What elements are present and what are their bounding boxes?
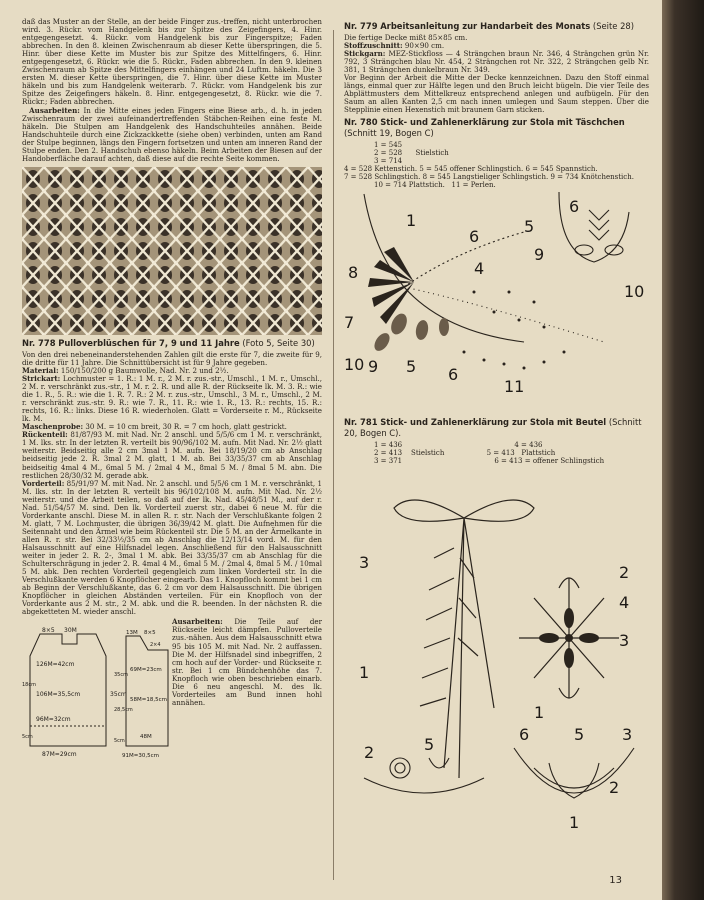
schnitt1-w2: 106M=35,5cm [36,691,81,699]
key-row [344,173,649,181]
ausarbeiten2-text: Die Teile auf der Rückseite leicht dämpfen. Pulloverteile zus.-nähen. Aus dem Halsausschnitt etwa 95 bis 105 M. mit Nad. Nr. 2 auffassen. Die M. der Hilfsnadel sind inbegriffen, 2 cm hoch auf der Vorder- und Rückseite r. str. Bei 1 cm Bündchenhöhe das 7. Knopfloch wie oben beschrieben einarb. Die 6 neu angeschl. M. des lk. Vorderteiles am Bund innen hohl annähen. [172,617,322,707]
key-row [344,181,649,189]
schnitt2-t3: 2×4 [150,642,161,649]
key-item: 8 = 545 Langstieliger Schlingstich. [422,173,549,182]
fig-label-6: 6 [519,725,530,745]
fig-label-2a: 2 [619,563,630,583]
ausarbeiten2-block [22,618,322,768]
nr779-stoff-text: 90×90 cm. [404,41,445,51]
key-item: 1 = 545 [374,141,403,150]
nr779-number: Nr. 779 [344,21,378,31]
nr780-key [344,141,649,189]
key-row [344,441,649,449]
fig-label-3a: 3 [359,553,370,573]
fig-label-2b: 2 [364,743,375,763]
key-item: 9 = 734 Knötchenstich. [550,173,634,182]
schnitt1-w1: 126M=42cm [36,661,75,669]
key-item: 10 = 714 Plattstich. [374,181,445,190]
fig-label-10a: 10 [624,282,645,302]
key-row [344,449,649,457]
strickart-head: Strickart: [22,373,61,383]
page-number: 13 [609,875,622,886]
fig-label-10b: 10 [344,355,365,375]
ausarbeiten2-paragraph [172,618,322,707]
rueckenteil-paragraph [22,431,322,479]
key-item: 1 = 436 [374,441,403,450]
page-binding [662,0,704,900]
key-row [344,165,649,173]
ausarbeiten-text: In die Mitte eines jeden Fingers eine Biese arb., d. h. in jeden Zwischenraum der zwei aufeinandertreffenden Stäbchen-Reihen eine feste M. häkeln. Die Stulpen am Handgelenk des Handschuhteiles annähen. Beide Handschuhteile durch eine Zickzackkette (siehe oben) verbinden, unten am Rand der Stulpe beginnen, längs den Fingern fortsetzen und unten am inneren Rand der Stulpe enden. Den 2. Handschuh ebenso häkeln. Beim Arbeiten der Biesen auf der Handoberfläche darauf achten, daß diese auf die rechte Seite kommen. [22,105,322,163]
key-item: 5 = 413 [486,449,515,458]
key-item: 4 = 528 Kettenstich. [344,165,418,174]
fig-label-8: 8 [348,263,359,283]
key-item: 6 = 545 Spannstich. [525,165,598,174]
fig-label-6c: 6 [448,365,459,385]
key-item: 6 = 413 = offener Schlingstich [494,457,605,466]
fig-label-11: 11 [504,377,525,397]
schnitt2-w1: 69M=23cm [130,667,162,674]
schnitt2-w3: 48M [140,734,152,741]
key-item: 2 = 413 [374,449,403,458]
fig-label-4: 4 [474,259,485,279]
nr781-heading [344,417,649,439]
nr781-key [344,441,649,465]
material-head: Material: [22,365,59,375]
maschenprobe-head: Maschenprobe: [22,422,84,432]
schnitt2-w2: 58M=18,5cm [130,697,167,704]
nr780-heading [344,117,649,139]
schnitt2-w4: 91M=30,5cm [122,753,159,760]
fan-motif [368,247,449,354]
front-schnitt [126,636,168,746]
nr779-stoff-head: Stoffzuschnitt: [344,41,403,51]
key-row [344,457,649,465]
nr781-ref: (Schnitt 20, Bogen C). [344,417,642,439]
nr779-heading [344,21,649,32]
fig-label-7: 7 [344,313,355,333]
pattern-diagrams [22,626,172,764]
bag-shapes [364,748,634,798]
schnitt1-w4: 87M=29cm [42,751,77,759]
nr779-stickgarn [344,50,649,74]
fig-label-5: 5 [406,357,417,377]
key-item: 5 = 545 offener Schlingstich. [419,165,524,174]
crochet-photo [22,167,322,335]
fig-label-5a: 5 [424,735,435,755]
right-column [344,18,649,838]
key-item: Stielstich [411,449,445,458]
schnitt2-t1: 13M [126,630,138,637]
nr778-heading [22,338,322,349]
nr779-ref: (Seite 28) [592,21,635,31]
key-row [344,157,649,165]
schnitt1-top1: 8×5 [42,627,55,635]
key-item: Stielstich [415,149,449,158]
fig-label-5b: 5 [574,725,585,745]
fig-label-6a: 6 [469,227,480,247]
fig-label-2: 5 [524,217,535,237]
key-item: 7 = 528 Schlingstich. [344,173,421,182]
fig-label-6b: 6 [569,197,580,217]
left-column [22,18,322,768]
nr780-ref: (Schnitt 19, Bogen C) [344,128,434,139]
rueckenteil-head: Rückenteil: [22,430,68,440]
nr779-text: Vor Beginn der Arbeit die Mitte der Decke kennzeichnen. Dazu den Stoff einmal längs, einmal quer zur Hälfte legen und den Bruch leicht bügeln. Die vier Teile des Abplättmusters dem Mittelkreuz entsprechend anlegen und aufbügeln. Für den Saum an allen Kanten 2,5 cm nach innen umlegen und Saum steppen. Über die Stepplinie einen Hexenstich mit braunem Garn sticken. [344,73,649,115]
nr781-number: Nr. 781 [344,417,378,428]
fig-label-3b: 3 [619,631,630,651]
column-divider [333,30,334,880]
fig-label-9b: 9 [368,357,379,377]
fig-label-1: 1 [406,211,417,231]
schnitt1-h1: 5cm [22,734,33,741]
key-row [344,149,649,157]
fig-label-4a: 4 [619,593,630,613]
intro-paragraph: daß das Muster an der Stelle, an der beide Finger zus.-treffen, nicht unterbrochen wird. 3. Rückr. vom Handgelenk bis zur Spitze des Zeigefingers, 4. Hinr. entgegengesetzt. 4. Rückr. vom Handgelenk bis zur Fingerspitze; Faden abbrechen. In den 8. kleinen Zwischenraum ab dieser Kette überspringen, die 5. Hinr. über diese Kette im Muster bis zur Spitze des Mittelfingers, 6. Hinr. entgegengesetzt, 6. Rückr. wie die 5. Rückr., Faden abbrechen. In den 9. kleinen Zwischenraum ab Spitze des Mittelfingers einhängen und 24 Luftm. häkeln. Die 3 ersten M. dieser Kette überspringen, die 7. Hinr. über diese Kette im Muster häkeln und bis zum Handgelenk weiterarb. 7. Rückr. vom Handgelenk bis zur Spitze des Zeigefingers häkeln. 8. Hinr. entgegengesetzt, 8. Rückr. wie die 7. Rückr.; Faden abbrechen. [22,18,322,107]
key-item: 3 = 714 [374,157,403,166]
schnitt2-h3: 5cm [114,738,125,745]
nr779-size: Die fertige Decke mißt 85×85 cm. [344,33,468,42]
fig-label-3c: 3 [622,725,633,745]
key-item: 11 = Perlen. [451,181,496,190]
nr778-title: Pulloverblüschen für 7, 9 und 11 Jahre [58,337,240,348]
lace-pattern-image [22,167,322,335]
fig-label-1c: 1 [569,813,580,833]
maschenprobe-text: 30 M. = 10 cm breit, 30 R. = 7 cm hoch, glatt gestrickt. [85,422,287,432]
key-item: 3 = 371 [374,457,403,466]
nr779-stick-head: Stickgarn: [344,49,386,59]
fig-label-1a: 1 [359,663,370,683]
ausarbeiten-head: Ausarbeiten: [29,105,80,115]
nr781-title: Stick- und Zahlenerklärung zur Stola mit Beutel [380,417,607,428]
schnitt1-top: 30M [64,627,77,635]
schnitt2-h1: 35cm [114,672,128,679]
back-schnitt [30,634,106,746]
strickart-text: Lochmuster = 1. R.: 1 M. r., 2 M. r. zus.-str., Umschl., 1 M. r., Umschl., 2 M. r. verschränkt zus.-str., 1 M. r. 2. R. und alle R. der Rückseite lk. M. 3. R.: wie die 1. R., 5. R.: wie die 1. R. 7. R.: 2 M. r. zus.-str., Umschl., 3 M. r., Umschl., 2 M. r. verschränkt zus.-str. 9. R.: wie 7. R., 11. R.: wie 1. R., 13. R.: rechts, 15. R.: rechts, 16. R.: links. Diese 16 R. wiederholen. Glatt = Vorderseite r. M., Rückseite lk. M. [22,373,322,424]
key-item: Plattstich [521,449,556,458]
material-text: 150/150/200 g Baumwolle, Nad. Nr. 2 und 2½. [60,365,229,375]
key-row [344,141,649,149]
rueckenteil-text: 81/87/93 M. mit Nad. Nr. 2 anschl. und 5/5/6 cm 1 M. r. verschränkt, 1 M. lks. str. In der letzten R. verteilt bis 90/96/102 M. aufn. Mit Nad. Nr. 2½ glatt weiterstr. Beidseitig alle 2 cm 3mal 1 M. aufn. Bei 18/19/20 cm ab Anschlag beidseitig jede 2. R. 3mal 2 M. glatt, 1 M. ab. Bei 33/35/37 cm ab Anschlag beidseitig 4mal 4 M., 6mal 5 M. / 2mal 4 M., 8mal 5 M. / 8mal 5 M. abn. Die restlichen 28/30/32 M. gerade abk. [22,430,322,480]
fig-label-2c: 2 [609,778,620,798]
nr779-stick-text: MEZ-Stickfloss — 4 Strängchen braun Nr. 346, 4 Strängchen grün Nr. 792, 3 Strängchen blau Nr. 454, 2 Strängchen rot Nr. 322, 2 Strängchen gelb Nr. 381, 1 Strängchen dunkelbraun Nr. 349. [344,49,649,75]
vorderteil-head: Vorderteil: [22,478,65,488]
vorderteil-text: 85/91/97 M. mit Nad. Nr. 2 anschl. und 5/5/6 cm 1 M. r. verschränkt, 1 M. lks. str. In der letzten R. verteilt bis 96/102/108 M. aufn. Mit Nad. Nr. 2½ weiterstr. und die Arbeit teilen, so daß auf der lk. Nad. 45/48/51 M., auf der r. Nad. 51/54/57 M. sind. Den lk. Vorderteil zuerst str., dabei 6 neue M. für die Vorderkante anschl. Diese M. in allen R. r. str. Nach der Verschlußkante folgen 2 M. glatt, 7 M. Lochmuster, die übrigen 36/39/42 M. glatt. Die Aufnehmen für die Seitennaht und den Ärmel wie beim Rückenteil str. Die 5 M. an der Ärmelkante in allen R. r. str. Bei 32/33½/35 cm ab Anschlag die 12/13/14 vord. M. für den Halsausschnitt auf eine Hilfsnadel legen. Anschließend für den Halsausschnitt weiter in jeder 2. R. 2-, 3mal 1 M. abk. Bei 33/35/37 cm ab Anschlag für die Schulterschrägung in jeder 2. R. 4mal 4 M., 6mal 5 M. / 2mal 4, 8mal 5 M. / 10mal 5 M. abk. Den rechten Vorderteil gegengleich zum linken Vorderteil str. In die Verschlußkante werden 6 Knopflöcher eingearb. Das 1. Knopfloch kommt bei 1 cm ab Beginn der Verschlußkante, das 6. 2 cm vor dem Halsausschnitt. Die übrigen Knopflöcher in gleichen Abständen verteilen. Für ein Knopfloch von der Vorderkante aus 2 M. str., 2 M. abk. und die R. beenden. In der nächsten R. die abgeketteten M. wieder anschl. [22,478,322,617]
nr778-intro: Von den drei nebeneinanderstehenden Zahlen gilt die erste für 7, die zweite für 9, die dritte für 11 Jahre. Die Schnittübersicht ist für 9 Jahre gegeben. [22,349,322,367]
ausarbeiten-paragraph [22,107,322,163]
key-item: 4 = 436 [514,441,543,450]
embroidery-diagram-stola-taeschchen [344,192,649,414]
fig-label-1b: 1 [534,703,545,723]
schnitt1-h3: 18cm [22,682,36,689]
nr779-title: Arbeitsanleitung zur Handarbeit des Monats [380,21,591,31]
schnitt2-h2: 28,5cm [114,707,133,714]
nr780-number: Nr. 780 [344,117,378,128]
key-item: 2 = 528 [374,149,403,158]
nr780-title: Stick- und Zahlenerklärung zur Stola mit Täschchen [380,117,625,128]
dots [463,291,566,370]
schnitt1-h2: 35cm [110,691,127,699]
ausarbeiten2-head: Ausarbeiten: [172,617,223,627]
fig-label-9a: 9 [534,245,545,265]
embroidery-diagram-stola-beutel [344,468,649,838]
schnitt1-w3: 96M=32cm [36,716,71,724]
schnitt2-t2: 8×5 [144,630,156,637]
strickart-paragraph [22,375,322,423]
vorderteil-paragraph [22,480,322,617]
nr778-ref: (Foto 5, Seite 30) [242,337,315,348]
nr778-number: Nr. 778 [22,337,56,348]
